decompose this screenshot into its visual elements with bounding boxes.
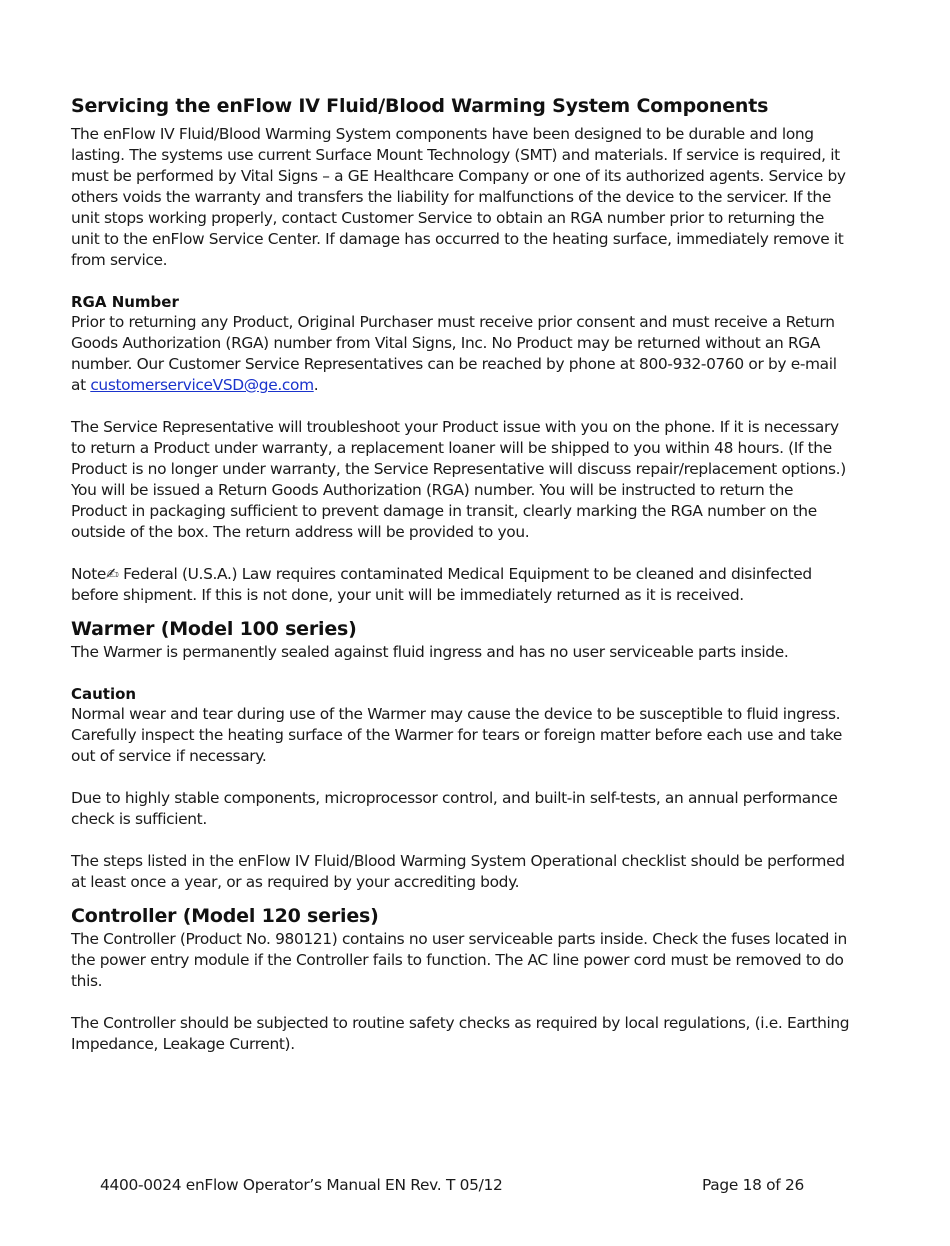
section-heading-warmer: Warmer (Model 100 series) <box>71 618 357 640</box>
performance-check-paragraph: Due to highly stable components, microprocessor control, and built-in self-tests, an annual performance check is sufficient. <box>71 789 838 828</box>
note-label: Note <box>71 565 107 583</box>
servicing-paragraph: The enFlow IV Fluid/Blood Warming System components have been designed to be durable and long lasting. The systems use current Surface Mount Technology (SMT) and materials. If service is required, it must be performed by Vital Signs – a GE Healthcare Company or one of its authorized agents. Service by others voids the warranty and transfers the liability for malfunctions of the device to the servicer. If the unit stops working properly, contact Customer Service to obtain an RGA number prior to returning the unit to the enFlow Service Center. If damage has occurred to the heating surface, immediately remove it from service. <box>71 125 846 269</box>
note-paragraph <box>71 564 851 606</box>
caution-paragraph: Normal wear and tear during use of the Warmer may cause the device to be susceptible to fluid ingress. Carefully inspect the heating surface of the Warmer for tears or foreign matter before each use and take out of service if necessary. <box>71 705 842 765</box>
caution-heading: Caution <box>71 685 137 703</box>
service-representative-paragraph: The Service Representative will troubleshoot your Product issue with you on the phone. If it is necessary to return a Product under warranty, a replacement loaner will be shipped to you within 48 hours. (If the Product is no longer under warranty, the Service Representative will discuss repair/replacement options.) You will be issued a Return Goods Authorization (RGA) number. You will be instructed to return the Product in packaging sufficient to prevent damage in transit, clearly marking the RGA number on the outside of the box. The return address will be provided to you. <box>71 418 846 541</box>
footer-document-id: 4400-0024 enFlow Operator’s Manual EN Rev. T 05/12 <box>100 1176 503 1194</box>
document-page <box>71 93 851 1055</box>
note-writing-hand-icon: ✍ <box>106 565 119 583</box>
rga-paragraph <box>71 312 851 396</box>
footer-page-number: Page 18 of 26 <box>701 1176 804 1194</box>
customer-service-email-link[interactable]: customerserviceVSD@ge.com <box>90 376 314 394</box>
rga-text: Prior to returning any Product, Original Purchaser must receive prior consent and must receive a Return Goods Authorization (RGA) number from Vital Signs, Inc. No Product may be returned without an RGA number. Our Customer Service Representatives can be reached by phone at 800-932-0760 or by e-mail at <box>71 313 837 394</box>
warmer-paragraph: The Warmer is permanently sealed against fluid ingress and has no user serviceable parts inside. <box>71 643 789 661</box>
controller-paragraph: The Controller (Product No. 980121) contains no user serviceable parts inside. Check the fuses located in the power entry module if the Controller fails to function. The AC line power cord must be removed to do this. <box>71 930 847 990</box>
rga-heading: RGA Number <box>71 293 179 311</box>
safety-checks-paragraph: The Controller should be subjected to routine safety checks as required by local regulations, (i.e. Earthing Impedance, Leakage Current). <box>71 1014 850 1053</box>
operational-checklist-paragraph: The steps listed in the enFlow IV Fluid/Blood Warming System Operational checklist should be performed at least once a year, or as required by your accrediting body. <box>71 852 845 891</box>
page-footer <box>100 1176 804 1194</box>
section-heading-servicing: Servicing the enFlow IV Fluid/Blood Warming System Components <box>71 95 769 117</box>
rga-text-end: . <box>313 376 319 394</box>
note-text: Federal (U.S.A.) Law requires contaminated Medical Equipment to be cleaned and disinfected before shipment. If this is not done, your unit will be immediately returned as it is received. <box>71 565 812 604</box>
section-heading-controller: Controller (Model 120 series) <box>71 905 379 927</box>
